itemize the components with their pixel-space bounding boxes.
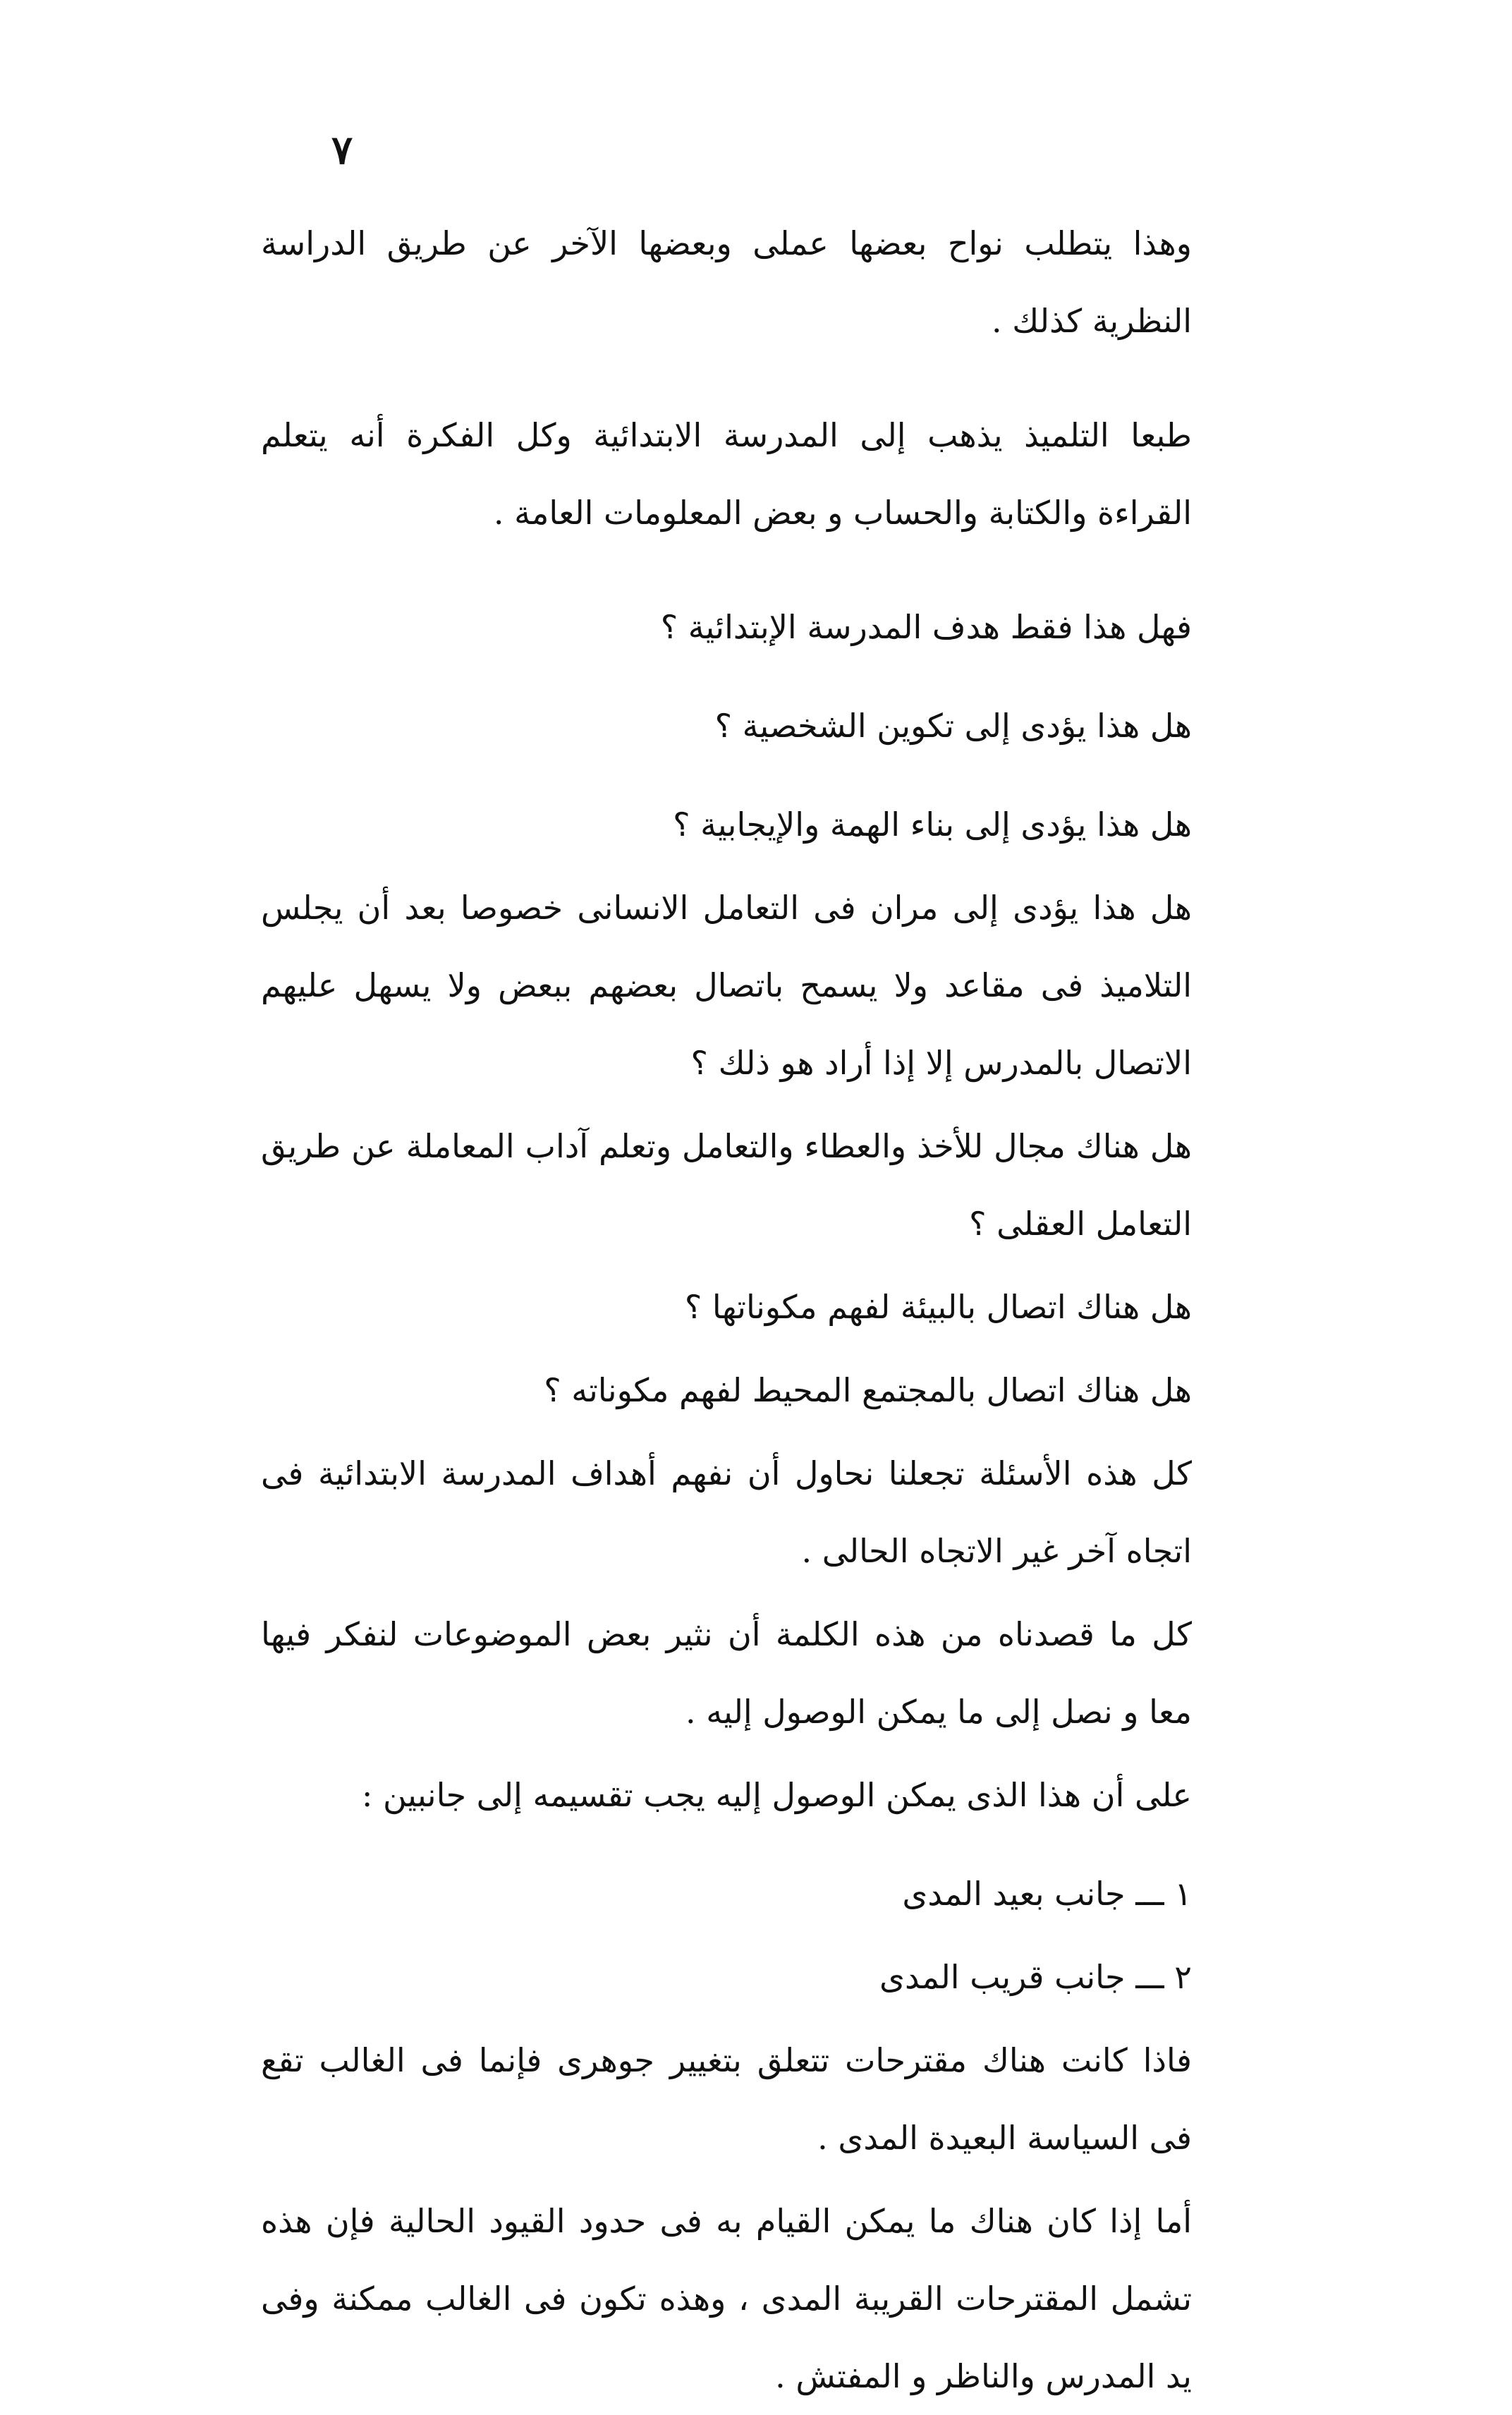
paragraph-fundamental-change: فاذا كانت هناك مقترحات تتعلق بتغيير جوهرى فإنما فى الغالب تقع فى السياسة البعيدة المدى . bbox=[261, 2041, 1192, 2157]
page-number: ٧ bbox=[331, 127, 353, 174]
question-environment: هل هناك اتصال بالبيئة لفهم مكوناتها ؟ bbox=[684, 1288, 1192, 1326]
question-society: هل هناك اتصال بالمجتمع المحيط لفهم مكوناته ؟ bbox=[544, 1371, 1192, 1409]
paragraph-two-aspects: على أن هذا الذى يمكن الوصول إليه يجب تقسيمه إلى جانبين : bbox=[361, 1776, 1192, 1814]
question-personality: هل هذا يؤدى إلى تكوين الشخصية ؟ bbox=[714, 707, 1192, 745]
list-item-long-term: ١ ـــ جانب بعيد المدى bbox=[902, 1875, 1192, 1913]
question-primary-goal: فهل هذا فقط هدف المدرسة الإبتدائية ؟ bbox=[660, 608, 1192, 646]
question-initiative: هل هذا يؤدى إلى بناء الهمة والإيجابية ؟ bbox=[673, 805, 1192, 844]
paragraph-pupil-goes-to-school: طبعا التلميذ يذهب إلى المدرسة الابتدائية وكل الفكرة أنه يتعلم القراءة والكتابة والحساب و بعض المعلومات العامة . bbox=[261, 416, 1192, 532]
list-item-short-term: ٢ ـــ جانب قريب المدى bbox=[879, 1958, 1192, 1996]
question-human-interaction: هل هذا يؤدى إلى مران فى التعامل الانسانى خصوصا بعد أن يجلس التلاميذ فى مقاعد ولا يسمح باتصال بعضهم ببعض ولا يسهل عليهم الاتصال بالمدرس إلا إذا أراد هو ذلك ؟ bbox=[261, 889, 1192, 1082]
paragraph-theory-practice: وهذا يتطلب نواح بعضها عملى وبعضها الآخر عن طريق الدراسة النظرية كذلك . bbox=[261, 224, 1192, 340]
page-body bbox=[261, 205, 1276, 2415]
question-give-and-take: هل هناك مجال للأخذ والعطاء والتعامل وتعلم آداب المعاملة عن طريق التعامل العقلى ؟ bbox=[261, 1127, 1192, 1243]
paragraph-our-intention: كل ما قصدناه من هذه الكلمة أن نثير بعض الموضوعات لنفكر فيها معا و نصل إلى ما يمكن الوصول إليه . bbox=[261, 1615, 1192, 1731]
paragraph-current-limits: أما إذا كان هناك ما يمكن القيام به فى حدود القيود الحالية فإن هذه تشمل المقترحات القريبة المدى ، وهذه تكون فى الغالب ممكنة وفى يد المدرس والناظر و المفتش . bbox=[261, 2202, 1192, 2395]
paragraph-all-these-questions: كل هذه الأسئلة تجعلنا نحاول أن نفهم أهداف المدرسة الابتدائية فى اتجاه آخر غير الاتجاه الحالى . bbox=[261, 1454, 1192, 1570]
